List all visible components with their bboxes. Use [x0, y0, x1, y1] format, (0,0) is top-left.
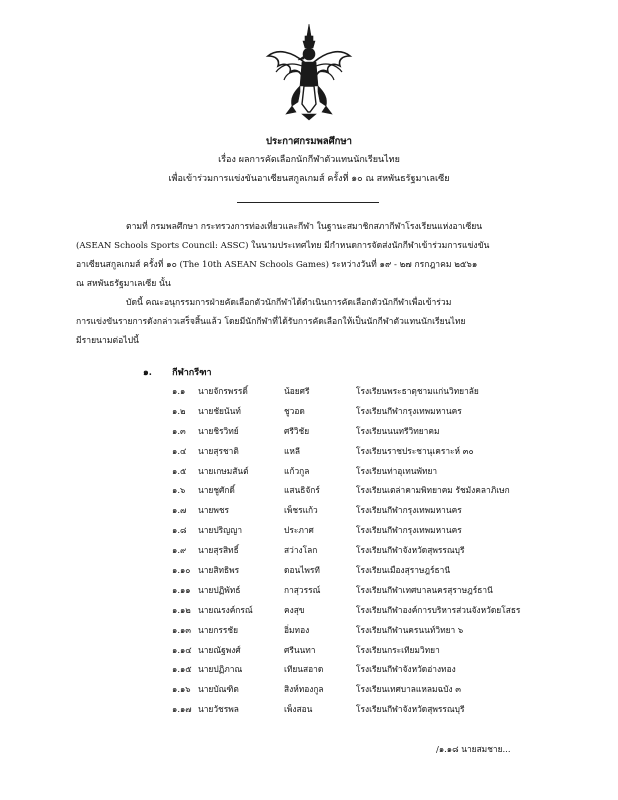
list-item [172, 503, 572, 523]
item-number: ๑.๑๗ [172, 704, 192, 715]
item-number: ๑.๘ [172, 525, 187, 536]
item-number: ๑.๑๐ [172, 565, 191, 576]
athlete-surname: ศรีวิชัย [284, 425, 310, 436]
athlete-surname: คงสุข [284, 604, 305, 615]
athlete-surname: เพ็งสอน [284, 704, 313, 715]
list-item [172, 702, 572, 722]
item-number: ๑.๖ [172, 485, 186, 496]
athlete-name: นายปริญญา [198, 525, 243, 536]
item-number: ๑.๕ [172, 465, 187, 476]
list-item [172, 483, 572, 503]
item-number: ๑.๓ [172, 425, 186, 436]
paragraph-line: การแข่งขันรายการดังกล่าวเสร็จสิ้นแล้ว โดยมีนักกีฬาที่ได้รับการคัดเลือกให้เป็นนักกีฬาตัวแทนนักเรียนไทย [76, 317, 466, 327]
title-divider [237, 202, 379, 203]
athlete-surname: แสนธิจักร์ [284, 485, 320, 496]
athlete-surname: ศรีนนทา [284, 644, 316, 655]
paragraph-line: อาเซียนสกูลเกมส์ ครั้งที่ ๑๐ (The 10th ASEAN Schools Games) ระหว่างวันที่ ๑๙ - ๒๗ กรกฎาคม ๒๕๖๑ [76, 260, 478, 270]
athlete-school: โรงเรียนกีฬาจังหวัดสุพรรณบุรี [356, 704, 465, 715]
garuda-emblem-icon [264, 22, 354, 122]
athlete-surname: เพ็ชรแก้ว [284, 505, 318, 516]
paragraph-background [76, 218, 544, 294]
paragraph-line: บัดนี้ คณะอนุกรรมการฝ่ายคัดเลือกตัวนักกีฬาได้ดำเนินการคัดเลือกตัวนักกีฬาเพื่อเข้าร่วม [126, 298, 452, 308]
item-number: ๑.๒ [172, 405, 186, 416]
list-item [172, 662, 572, 682]
list-item [172, 583, 572, 603]
athlete-surname: สิงห์ทองกูล [284, 684, 324, 695]
athlete-school: โรงเรียนกีฬาจังหวัดอ่างทอง [356, 664, 456, 675]
item-number: ๑.๑๕ [172, 664, 192, 675]
section-number: ๑. [143, 368, 152, 378]
list-item [172, 523, 572, 543]
athlete-name: นายปฏิภาณ [198, 664, 243, 675]
announcement-title: ประกาศกรมพลศึกษา [266, 136, 352, 147]
athlete-surname: กาสุวรรณ์ [284, 584, 321, 595]
athlete-surname: น้อยศรี [284, 386, 310, 396]
item-number: ๑.๑๖ [172, 684, 191, 695]
athlete-surname: อิ่มทอง [284, 624, 310, 635]
athlete-school: โรงเรียนกีฬากรุงเทพมหานคร [356, 405, 462, 416]
item-number: ๑.๑๓ [172, 624, 192, 635]
athlete-surname: ประภาศ [284, 525, 314, 536]
item-number: ๑.๙ [172, 545, 187, 556]
athlete-surname: ดอนไพรที [284, 565, 320, 576]
continuation-note: /๑.๑๘ นายสมชาย... [436, 744, 511, 754]
athlete-name: นายณรงค์กรณ์ [198, 604, 253, 615]
announcement-subject: เรื่อง ผลการคัดเลือกนักกีฬาตัวแทนนักเรียนไทย [218, 155, 400, 165]
athlete-school: โรงเรียนกีฬาองค์การบริหารส่วนจังหวัดยโสธร [356, 604, 521, 615]
athlete-list [172, 384, 572, 722]
list-item [172, 424, 572, 444]
paragraph-result [76, 294, 544, 351]
athlete-name: นายณัฐพงศ์ [198, 644, 241, 655]
athlete-school: โรงเรียนพระธาตุชามแก่นวิทยาลัย [356, 386, 479, 396]
list-item [172, 682, 572, 702]
item-number: ๑.๑๔ [172, 644, 192, 655]
announcement-purpose: เพื่อเข้าร่วมการแข่งขันอาเซียนสกูลเกมส์ ครั้งที่ ๑๐ ณ สหพันธรัฐมาเลเซีย [168, 174, 450, 184]
athlete-name: นายชูศักดิ์ [198, 485, 235, 496]
athlete-school: โรงเรียนกีฬากรุงเทพมหานคร [356, 505, 462, 516]
athlete-name: นายสุรชาติ [198, 445, 239, 456]
item-number: ๑.๗ [172, 505, 187, 516]
athlete-surname: เทียนสอาด [284, 664, 324, 675]
item-number: ๑.๑ [172, 386, 186, 396]
list-item [172, 404, 572, 424]
paragraph-line: ณ สหพันธรัฐมาเลเซีย นั้น [76, 279, 171, 289]
athlete-name: นายปฏิพัทธ์ [198, 584, 241, 595]
athlete-school: โรงเรียนเทศบาลแหลมฉบัง ๓ [356, 684, 461, 695]
athlete-school: โรงเรียนกระเทียมวิทยา [356, 644, 440, 655]
athlete-name: นายสุรสิทธิ์ [198, 545, 239, 556]
athlete-surname: แก้วกูล [284, 465, 310, 476]
athlete-surname: สว่างโลก [284, 545, 318, 556]
athlete-name: นายวัชรพล [198, 704, 239, 715]
athlete-name: นายสิทธิพร [198, 565, 240, 576]
section-label: กีฬากรีฑา [172, 368, 212, 378]
paragraph-line: ตามที่ กรมพลศึกษา กระทรวงการท่องเที่ยวและกีฬา ในฐานะสมาชิกสภากีฬาโรงเรียนแห่งอาเซียน [126, 222, 483, 232]
list-item [172, 444, 572, 464]
list-item [172, 464, 572, 484]
athlete-school: โรงเรียนท่าอุเทนพัทยา [356, 465, 438, 476]
athlete-name: นายชัยนันท์ [198, 405, 241, 416]
announcement-header [0, 132, 618, 189]
paragraph-line: (ASEAN Schools Sports Council: ASSC) ในนามประเทศไทย มีกำหนดการจัดส่งนักกีฬาเข้าร่วมการแข่งขัน [76, 241, 490, 251]
athlete-name: นายบัณฑิต [198, 684, 239, 695]
list-item [172, 643, 572, 663]
athlete-school: โรงเรียนเตล่าคามพิทยาคม รัชมังคลาภิเษก [356, 485, 510, 496]
list-item [172, 623, 572, 643]
athlete-school: โรงเรียนกีฬาเทศบาลนครสุราษฎร์ธานี [356, 584, 493, 595]
athlete-school: โรงเรียนนนทรีวิทยาคม [356, 425, 440, 436]
list-item [172, 384, 572, 404]
athlete-school: โรงเรียนราชประชานุเคราะห์ ๓๐ [356, 445, 474, 456]
athlete-name: นายจักรพรรดิ์ [198, 386, 248, 396]
item-number: ๑.๑๑ [172, 584, 191, 595]
item-number: ๑.๔ [172, 445, 187, 456]
paragraph-line: มีรายนามต่อไปนี้ [76, 336, 139, 346]
list-item [172, 603, 572, 623]
list-item [172, 563, 572, 583]
athlete-school: โรงเรียนกีฬานครนนท์วิทยา ๖ [356, 624, 464, 635]
item-number: ๑.๑๒ [172, 604, 191, 615]
athlete-name: นายเกษมสันต์ [198, 465, 249, 476]
athlete-name: นายพชร [198, 505, 230, 516]
athlete-school: โรงเรียนกีฬาจังหวัดสุพรรณบุรี [356, 545, 465, 556]
athlete-surname: แหลี [284, 445, 301, 456]
athlete-name: นายกรรชัย [198, 624, 238, 635]
athlete-school: โรงเรียนเมืองสุราษฎร์ธานี [356, 565, 451, 576]
athlete-school: โรงเรียนกีฬากรุงเทพมหานคร [356, 525, 462, 536]
athlete-surname: ชูวอด [284, 405, 305, 416]
section-heading [143, 365, 212, 379]
athlete-name: นายชิรวิทย์ [198, 425, 239, 436]
list-item [172, 543, 572, 563]
